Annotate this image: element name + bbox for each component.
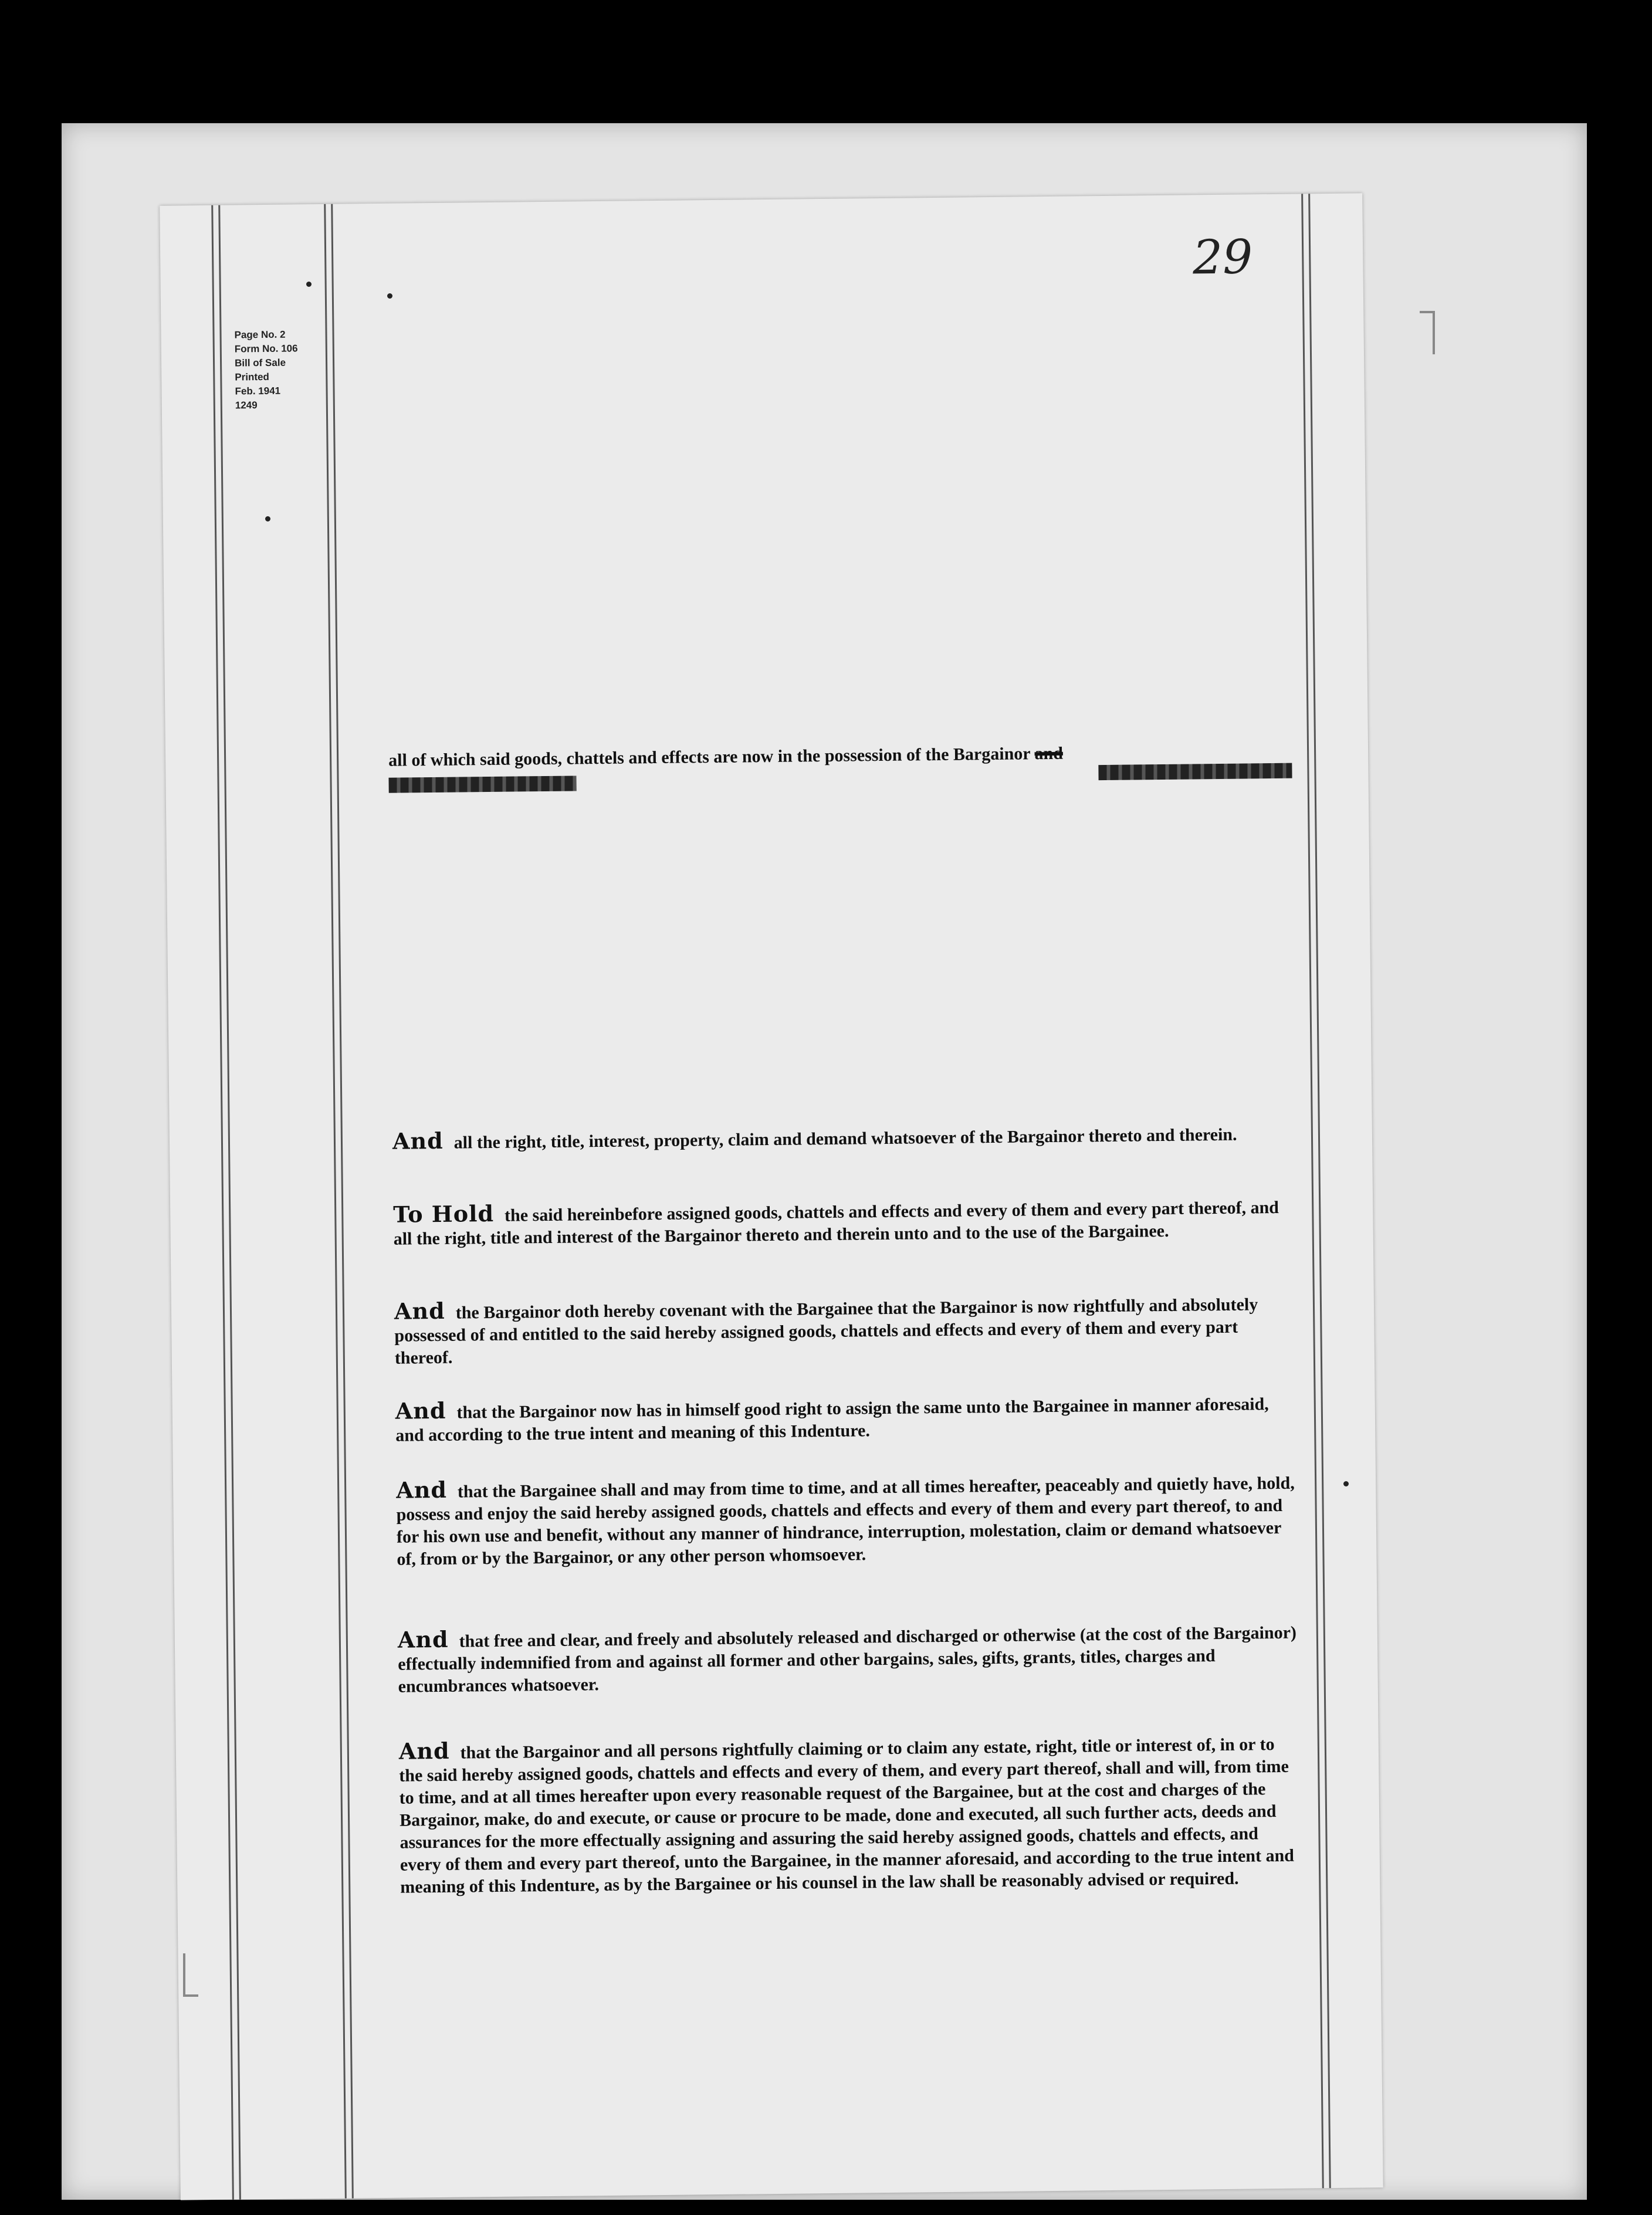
clause-lead: And bbox=[395, 1397, 446, 1424]
clause-3 bbox=[394, 1291, 1298, 1370]
corner-crop-mark bbox=[183, 1953, 198, 1997]
clause-5 bbox=[396, 1470, 1301, 1571]
clause-text: that free and clear, and freely and absolutely released and discharged or otherwise (at the cost of the Bargainor) effectually indemnified from and against all former and other bargains, sales, gifts, grants, titles, charges and encumbrances whatsoever. bbox=[398, 1623, 1297, 1696]
clause-lead: And bbox=[395, 1476, 448, 1503]
possession-paragraph bbox=[388, 740, 1292, 796]
clause-6 bbox=[398, 1620, 1302, 1698]
speck-mark bbox=[265, 516, 270, 521]
page-number: 29 bbox=[1192, 229, 1253, 285]
clause-text: the said hereinbefore assigned goods, chattels and effects and every of them and every part thereof, and all the right, title and interest of the Bargainor thereto and therein unto and to the use of the Bargainee. bbox=[393, 1197, 1279, 1249]
clause-text: the Bargainor doth hereby covenant with the Bargainee that the Bargainor is now rightfully and absolutely possessed of and entitled to the said hereby assigned goods, chattels and effects and every of them and every part thereof. bbox=[394, 1295, 1258, 1368]
clause-2 bbox=[393, 1194, 1297, 1251]
speck-mark bbox=[1343, 1481, 1349, 1486]
form-info-line: Bill of Sale bbox=[234, 357, 286, 369]
document-page bbox=[160, 193, 1383, 2200]
possession-text: all of which said goods, chattels and effects are now in the possession of the Bargainor bbox=[388, 744, 1031, 770]
form-info-line: 1249 bbox=[235, 399, 258, 411]
clause-lead: And bbox=[392, 1127, 444, 1154]
speck-mark bbox=[306, 282, 312, 287]
corner-crop-mark bbox=[1420, 311, 1435, 354]
clause-lead: To Hold bbox=[393, 1200, 495, 1228]
clause-lead: And bbox=[394, 1297, 445, 1325]
clause-lead: And bbox=[397, 1625, 449, 1653]
form-info-line: Form No. 106 bbox=[234, 343, 298, 355]
form-info-line: Feb. 1941 bbox=[235, 385, 281, 397]
clause-lead: And bbox=[398, 1737, 450, 1764]
redaction-mark bbox=[388, 776, 576, 793]
form-info-line: Page No. 2 bbox=[234, 328, 286, 341]
clause-text: that the Bargainee shall and may from time to time, and at all times hereafter, peaceably and quietly have, hold, possess and enjoy the said hereby assigned goods, chattels and effects and every of them and every part thereof, to and for his own use and benefit, without any manner of hindrance, interruption, molestation, claim or demand whatsoever of, from or by the Bargainor, or any other person whomsoever. bbox=[396, 1473, 1295, 1569]
clause-4 bbox=[395, 1391, 1299, 1447]
clause-1 bbox=[392, 1121, 1296, 1155]
speck-mark bbox=[387, 293, 392, 299]
redaction-mark bbox=[1098, 763, 1292, 780]
clause-text: that the Bargainor and all persons rightfully claiming or to claim any estate, right, title or interest of, in or to the said hereby assigned goods, chattels and effects and every of them, and every part thereof, shall and will, from time to time, and at all times hereafter upon every reasonable request of the Bargainee, but at the cost and charges of the Bargainor, make, do and execute, or cause or procure to be made, done and executed, all such further acts, deeds and assurances for the more effectually assigning and assuring the said hereby assigned goods, chattels and effects, and every of them and every part thereof, unto the Bargainee, in the manner aforesaid, and according to the true intent and meaning of this Indenture, as by the Bargainee or his counsel in the law shall be reasonably advised or required. bbox=[399, 1735, 1295, 1897]
form-info-line: Printed bbox=[235, 371, 269, 383]
struck-text: and bbox=[1034, 743, 1064, 764]
clause-7 bbox=[399, 1731, 1304, 1899]
clause-text: that the Bargainor now has in himself good right to assign the same unto the Bargainee in manner aforesaid, and according to the true intent and meaning of this Indenture. bbox=[395, 1394, 1269, 1445]
clause-text: all the right, title, interest, property, claim and demand whatsoever of the Bargainor thereto and therein. bbox=[453, 1125, 1237, 1153]
form-info bbox=[234, 327, 298, 412]
